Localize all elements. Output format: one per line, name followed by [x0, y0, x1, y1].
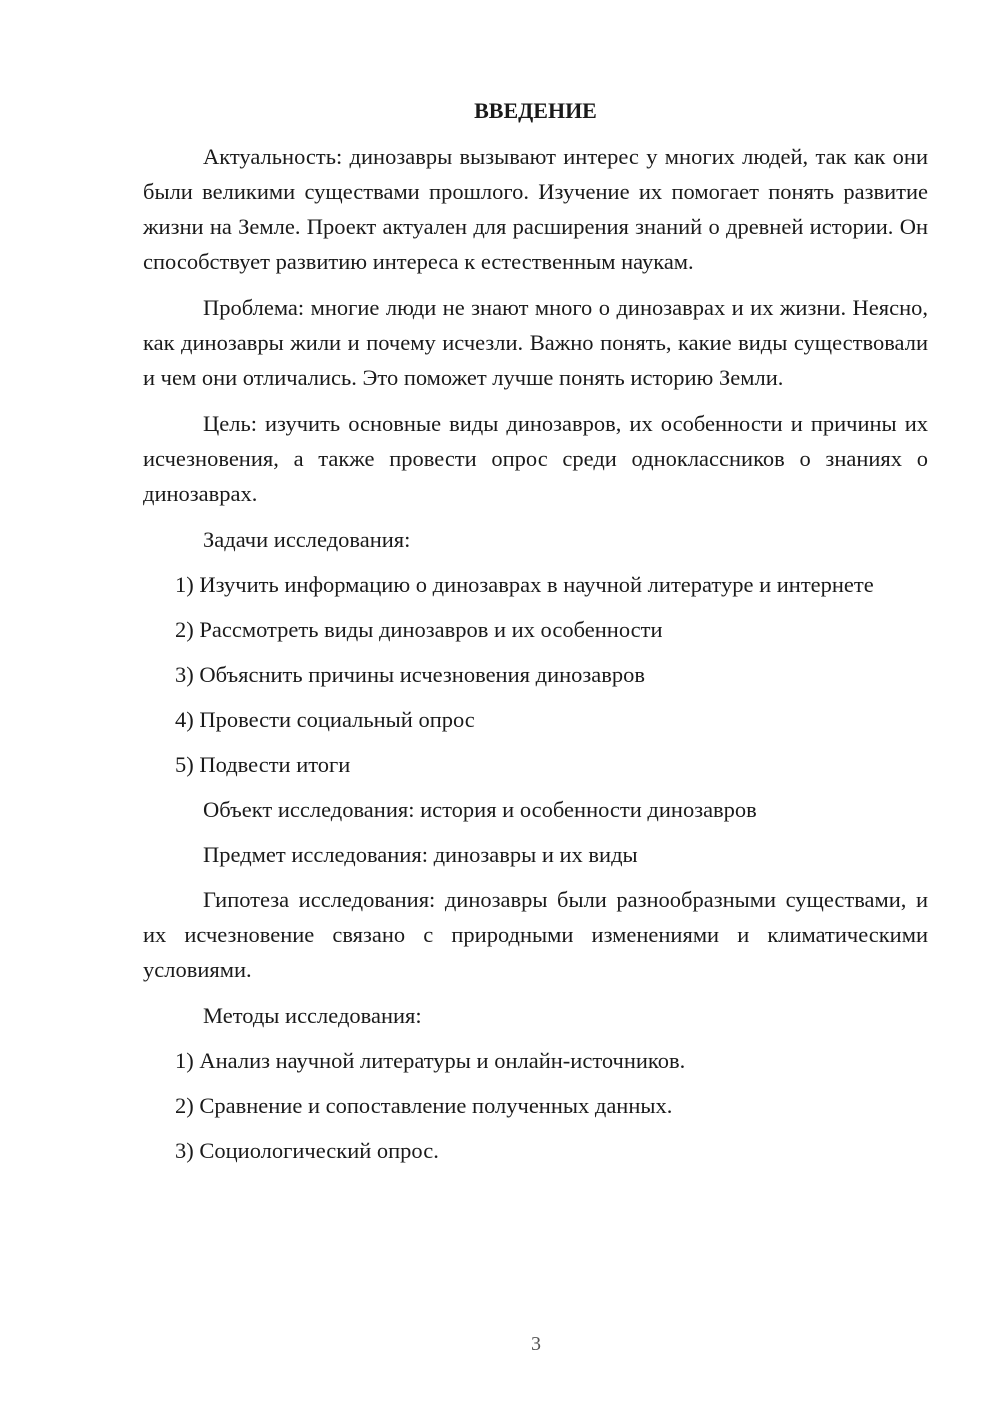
- hypothesis-paragraph: Гипотеза исследования: динозавры были разнообразными существами, и их исчезновение связано с природными изменениями и климатическими условиями.: [143, 887, 928, 982]
- problem-paragraph: Проблема: многие люди не знают много о динозаврах и их жизни. Неясно, как динозавры жили и почему исчезли. Важно понять, какие виды существовали и чем они отличались. Это поможет лучше понять историю Земли.: [143, 295, 928, 390]
- subject-line: Предмет исследования: динозавры и их виды: [203, 842, 638, 867]
- list-item: 1) Изучить информацию о динозаврах в научной литературе и интернете: [175, 572, 874, 597]
- object-line: Объект исследования: история и особенности динозавров: [203, 797, 757, 822]
- methods-list: [143, 1043, 928, 1168]
- tasks-heading: Задачи исследования:: [203, 527, 411, 552]
- methods-heading: Методы исследования:: [203, 1003, 422, 1028]
- page-title: ВВЕДЕНИЕ: [474, 98, 597, 123]
- list-item: 3) Социологический опрос.: [175, 1138, 439, 1163]
- document-page: [143, 96, 928, 1178]
- list-item: 2) Рассмотреть виды динозавров и их особенности: [175, 617, 663, 642]
- list-item: 2) Сравнение и сопоставление полученных данных.: [175, 1093, 673, 1118]
- goal-paragraph: Цель: изучить основные виды динозавров, их особенности и причины их исчезновения, а также провести опрос среди одноклассников о знаниях о динозаврах.: [143, 411, 928, 506]
- list-item: 4) Провести социальный опрос: [175, 707, 475, 732]
- page-number: 3: [531, 1333, 541, 1355]
- relevance-paragraph: Актуальность: динозавры вызывают интерес у многих людей, так как они были великими существами прошлого. Изучение их помогает понять развитие жизни на Земле. Проект актуален для расширения знаний о древней истории. Он способствует развитию интереса к естественным наукам.: [143, 144, 928, 274]
- list-item: 1) Анализ научной литературы и онлайн-источников.: [175, 1048, 686, 1073]
- list-item: 3) Объяснить причины исчезновения динозавров: [175, 662, 646, 687]
- tasks-list: [143, 567, 928, 782]
- list-item: 5) Подвести итоги: [175, 752, 351, 777]
